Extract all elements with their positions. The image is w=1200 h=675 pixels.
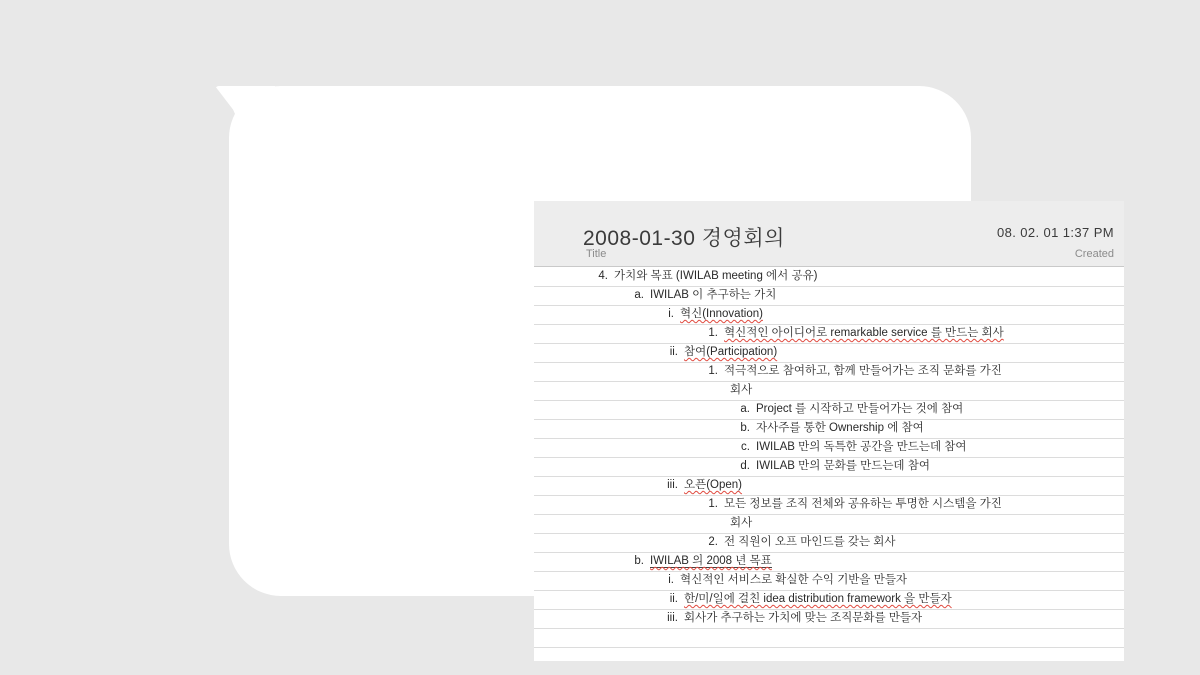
outline-item-continuation [534,381,1124,400]
outline-text: Project 를 시작하고 만들어가는 것에 참여 [756,403,964,415]
outline-text: IWILAB 만의 독특한 공간을 만드는데 참여 [756,441,967,453]
outline-text: 회사가 추구하는 가치에 맞는 조직문화를 만들자 [684,612,923,624]
outline-marker: iii. [667,612,678,624]
outline-text: 한/미/일에 걸친 idea distribution framework 을 만들자 [684,593,952,605]
outline-marker: ii. [669,593,678,605]
outline-item [534,552,1124,571]
outline-item [534,343,1124,362]
outline-text: 혁신적인 아이디어로 remarkable service 를 만드는 회사 [724,327,1004,339]
outline-text: 전 직원이 오프 마인드를 갖는 회사 [724,536,896,548]
note-title[interactable]: 2008-01-30 경영회의 [583,227,785,250]
note-created-timestamp: 08. 02. 01 1:37 PM [996,225,1114,240]
outline-text: IWILAB 의 2008 년 목표 [650,555,772,567]
outline-item [534,324,1124,343]
outline-text: IWILAB 이 추구하는 가치 [650,289,777,301]
note-header [534,201,1124,267]
outline-marker: b. [740,422,750,434]
outline-text: 가치와 목표 (IWILAB meeting 에서 공유) [614,270,818,282]
outline-text: 자사주를 통한 Ownership 에 참여 [756,422,924,434]
outline-item [534,305,1124,324]
outline-text: 혁신적인 서비스로 확실한 수익 기반을 만들자 [680,574,908,586]
outline-item [534,590,1124,609]
outline-text: 모든 정보를 조직 전체와 공유하는 투명한 시스템을 가진 [724,498,1002,510]
outline-item [534,400,1124,419]
outline-list [534,267,1124,628]
outline-marker: a. [740,403,750,415]
speech-bubble-card [229,86,1114,624]
outline-item [534,533,1124,552]
outline-item [534,495,1124,514]
outline-item [534,609,1124,628]
outline-item [534,476,1124,495]
outline-text: IWILAB 만의 문화를 만드는데 참여 [756,460,930,472]
outline-item [534,362,1124,381]
outline-item-continuation [534,514,1124,533]
outline-item [534,438,1124,457]
outline-text: 혁신(Innovation) [680,308,763,320]
outline-marker: a. [634,289,644,301]
outline-marker: i. [668,574,674,586]
outline-text: 참여(Participation) [684,346,778,358]
outline-text: 오픈(Open) [684,479,743,491]
note-document [534,201,1124,661]
outline-marker: 1. [708,327,718,339]
outline-item [534,571,1124,590]
note-body-ruled-area[interactable] [534,267,1124,661]
outline-marker: 1. [708,365,718,377]
outline-marker: iii. [667,479,678,491]
outline-marker: c. [741,441,750,453]
outline-item [534,286,1124,305]
outline-marker: i. [668,308,674,320]
outline-marker: 1. [708,498,718,510]
outline-marker: 4. [598,270,608,282]
outline-marker: b. [634,555,644,567]
outline-item [534,419,1124,438]
outline-marker: d. [740,460,750,472]
outline-text: 회사 [730,384,753,396]
outline-text: 적극적으로 참여하고, 함께 만들어가는 조직 문화를 가진 [724,365,1002,377]
outline-item [534,267,1124,286]
outline-marker: ii. [669,346,678,358]
note-title-label: Title [586,248,607,260]
outline-marker: 2. [708,536,718,548]
outline-text: 회사 [730,517,753,529]
outline-item [534,457,1124,476]
note-created-label: Created [1074,248,1114,260]
